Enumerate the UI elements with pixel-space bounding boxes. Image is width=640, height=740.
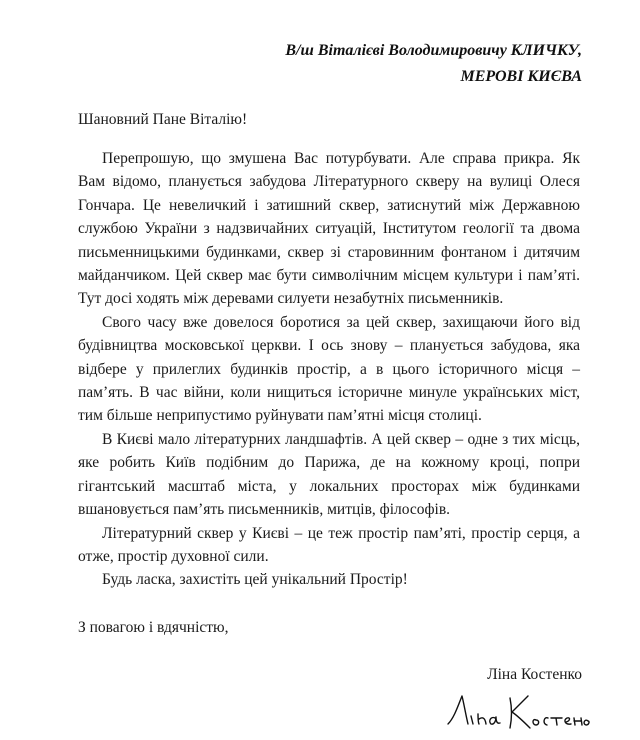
letter-body <box>78 147 580 592</box>
paragraph-5: Будь ласка, захистіть цей унікальний Простір! <box>102 571 408 589</box>
handwritten-signature <box>440 688 590 732</box>
signatory-name: Ліна Костенко <box>487 666 582 683</box>
addressee-block <box>285 38 582 90</box>
paragraph-4: Літературний сквер у Києві – це теж простір пам’яті, простір серця, а отже, простір духовної сили. <box>78 524 580 565</box>
closing-phrase: З повагою і вдячністю, <box>78 619 229 636</box>
salutation: Шановний Пане Віталію! <box>78 111 248 128</box>
paragraph-3: В Києві мало літературних ландшафтів. А цей сквер – одне з тих місць, яке робить Київ подібним до Парижа, де на кожному кроці, попри гігантський масштаб міста, у локальних просторах між будинками вшановується пам’ять письменників, митців, філософів. <box>78 430 580 519</box>
addressee-title: МЕРОВІ КИЄВА <box>460 68 582 85</box>
addressee-name: В/ш Віталієві Володимировичу КЛИЧКУ, <box>285 42 582 59</box>
paragraph-2: Свого часу вже довелося боротися за цей сквер, захищаючи його від будівництва московської церкви. І ось знову – планується забудова, яка відбере у прилеглих будинків простір, а в цього історичного місця – пам’ять. В час війни, коли нищиться історичне минуле українських міст, тим більше неприпустимо руйнувати пам’ятні місця столиці. <box>78 313 580 425</box>
paragraph-1: Перепрошую, що змушена Вас потурбувати. Але справа прикра. Як Вам відомо, планується забудова Літературного скверу на вулиці Олеся Гончара. Це невеличкий і затишний сквер, затиснутий між Державною службою України з надзвичайних ситуацій, Інститутом геології та двома письменницькими будинками, сквер зі старовинним фонтаном і дитячим майданчиком. Цей сквер має бути символічним місцем культури і пам’яті. Тут досі ходять між деревами силуети незабутніх письменників. <box>78 150 580 308</box>
